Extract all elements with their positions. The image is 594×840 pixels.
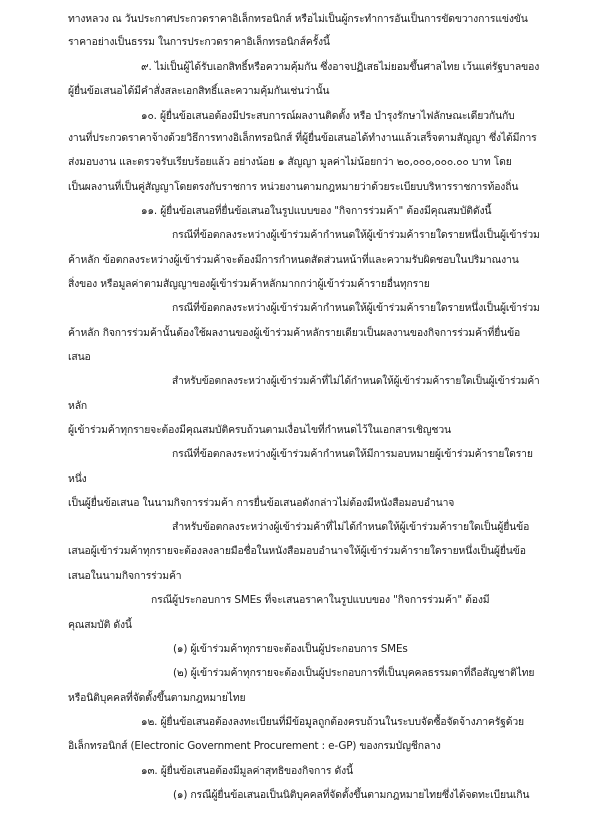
text-line: กรณีที่ข้อตกลงระหว่างผู้เข้าร่วมค้ากำหนดให้ผู้เข้าร่วมค้ารายใดรายหนึ่งเป็นผู้เข้าร่วม [172, 229, 540, 241]
text-line: ๙. ไม่เป็นผู้ได้รับเอกสิทธิ์หรือความคุ้มกัน ซึ่งอาจปฏิเสธไม่ยอมขึ้นศาลไทย เว้นแต่รัฐบาลของ [141, 61, 540, 73]
text-line: ๑๓. ผู้ยื่นข้อเสนอต้องมีมูลค่าสุทธิของกิจการ ดังนี้ [141, 765, 353, 777]
text-line: เป็นผู้ยื่นข้อเสนอ ในนามกิจการร่วมค้า การยื่นข้อเสนอดังกล่าวไม่ต้องมีหนังสือมอบอำนาจ [68, 497, 455, 509]
text-line: ค้าหลัก กิจการร่วมค้านั้นต้องใช้ผลงานของผู้เข้าร่วมค้าหลักรายเดียวเป็นผลงานของกิจการร่วมค้าที่ยื่นข้อ [68, 327, 521, 339]
text-line: หนึ่ง [68, 473, 87, 485]
text-line: (๑) กรณีผู้ยื่นข้อเสนอเป็นนิติบุคคลที่จัดตั้งขึ้นตามกฎหมายไทยซึ่งได้จดทะเบียนเกิน [173, 789, 530, 801]
text-line: ผู้ยื่นข้อเสนอได้มีคำสั่งสละเอกสิทธิ์และความคุ้มกันเช่นว่านั้น [68, 85, 330, 97]
text-line: ทางหลวง ณ วันประกาศประกวดราคาอิเล็กทรอนิกส์ หรือไม่เป็นผู้กระทำการอันเป็นการขัดขวางการแข่งขัน [68, 13, 528, 25]
text-line: ผู้เข้าร่วมค้าทุกรายจะต้องมีคุณสมบัติครบถ้วนตามเงื่อนไขที่กำหนดไว้ในเอกสารเชิญชวน [68, 424, 451, 436]
text-line: สำหรับข้อตกลงระหว่างผู้เข้าร่วมค้าที่ไม่ได้กำหนดให้ผู้เข้าร่วมค้ารายใดเป็นผู้ยื่นข้อ [172, 521, 530, 533]
text-line: หลัก [68, 400, 88, 412]
text-line: งานที่ประกวดราคาจ้างด้วยวิธีการทางอิเล็กทรอนิกส์ ที่ผู้ยื่นข้อเสนอได้ทำงานแล้วเสร็จตามสัญญา ซึ่งได้มีการ [68, 132, 537, 144]
text-line: ๑๐. ผู้ยื่นข้อเสนอต้องมีประสบการณ์ผลงานติดตั้ง หรือ บำรุงรักษาไฟลักษณะเดียวกันกับ [141, 110, 515, 122]
text-line: (๑) ผู้เข้าร่วมค้าทุกรายจะต้องเป็นผู้ประกอบการ SMEs [173, 643, 408, 655]
text-line: เสนอในนามกิจการร่วมค้า [68, 570, 182, 582]
text-line: สิ่งของ หรือมูลค่าตามสัญญาของผู้เข้าร่วมค้าหลักมากกว่าผู้เข้าร่วมค้ารายอื่นทุกราย [68, 278, 430, 290]
text-line: เป็นผลงานที่เป็นคู่สัญญาโดยตรงกับราชการ หน่วยงานตามกฎหมายว่าด้วยระเบียบบริหารราชการท้องถิ่น [68, 181, 519, 193]
text-line: เสนอผู้เข้าร่วมค้าทุกรายจะต้องลงลายมือชื่อในหนังสือมอบอำนาจให้ผู้เข้าร่วมค้ารายใดรายหนึ่งเป็นผู้ยื่นข้อ [68, 545, 526, 557]
text-line: ราคาอย่างเป็นธรรม ในการประกวดราคาอิเล็กทรอนิกส์ครั้งนี้ [68, 36, 330, 48]
text-line: ส่งมอบงาน และตรวจรับเรียบร้อยแล้ว อย่างน้อย ๑ สัญญา มูลค่าไม่น้อยกว่า ๒๐,๐๐๐,๐๐๐.๐๐ บาท โดย [68, 156, 512, 168]
text-line: กรณีผู้ประกอบการ SMEs ที่จะเสนอราคาในรูปแบบของ "กิจการร่วมค้า" ต้องมี [151, 594, 490, 606]
text-line: อิเล็กทรอนิกส์ (Electronic Government Procurement : e-GP) ของกรมบัญชีกลาง [68, 740, 441, 752]
text-line: (๒) ผู้เข้าร่วมค้าทุกรายจะต้องเป็นผู้ประกอบการที่เป็นบุคคลธรรมดาที่ถือสัญชาติไทย [173, 667, 535, 679]
text-line: ๑๒. ผู้ยื่นข้อเสนอต้องลงทะเบียนที่มีข้อมูลถูกต้องครบถ้วนในระบบจัดซื้อจัดจ้างภาครัฐด้วย [141, 716, 524, 728]
text-line: หรือนิติบุคคลที่จัดตั้งขึ้นตามกฎหมายไทย [68, 692, 246, 704]
text-line: คุณสมบัติ ดังนี้ [68, 619, 132, 631]
text-line: สำหรับข้อตกลงระหว่างผู้เข้าร่วมค้าที่ไม่ได้กำหนดให้ผู้เข้าร่วมค้ารายใดเป็นผู้เข้าร่วมค้า [172, 375, 540, 387]
text-line: กรณีที่ข้อตกลงระหว่างผู้เข้าร่วมค้ากำหนดให้ผู้เข้าร่วมค้ารายใดรายหนึ่งเป็นผู้เข้าร่วม [172, 302, 540, 314]
text-line: ค้าหลัก ข้อตกลงระหว่างผู้เข้าร่วมค้าจะต้องมีการกำหนดสัดส่วนหน้าที่และความรับผิดชอบในปริมาณงาน [68, 254, 519, 266]
text-line: ๑๑. ผู้ยื่นข้อเสนอที่ยื่นข้อเสนอในรูปแบบของ "กิจการร่วมค้า" ต้องมีคุณสมบัติดังนี้ [141, 205, 492, 217]
text-line: กรณีที่ข้อตกลงระหว่างผู้เข้าร่วมค้ากำหนดให้มีการมอบหมายผู้เข้าร่วมค้ารายใดราย [172, 448, 533, 460]
text-line: เสนอ [68, 351, 91, 363]
